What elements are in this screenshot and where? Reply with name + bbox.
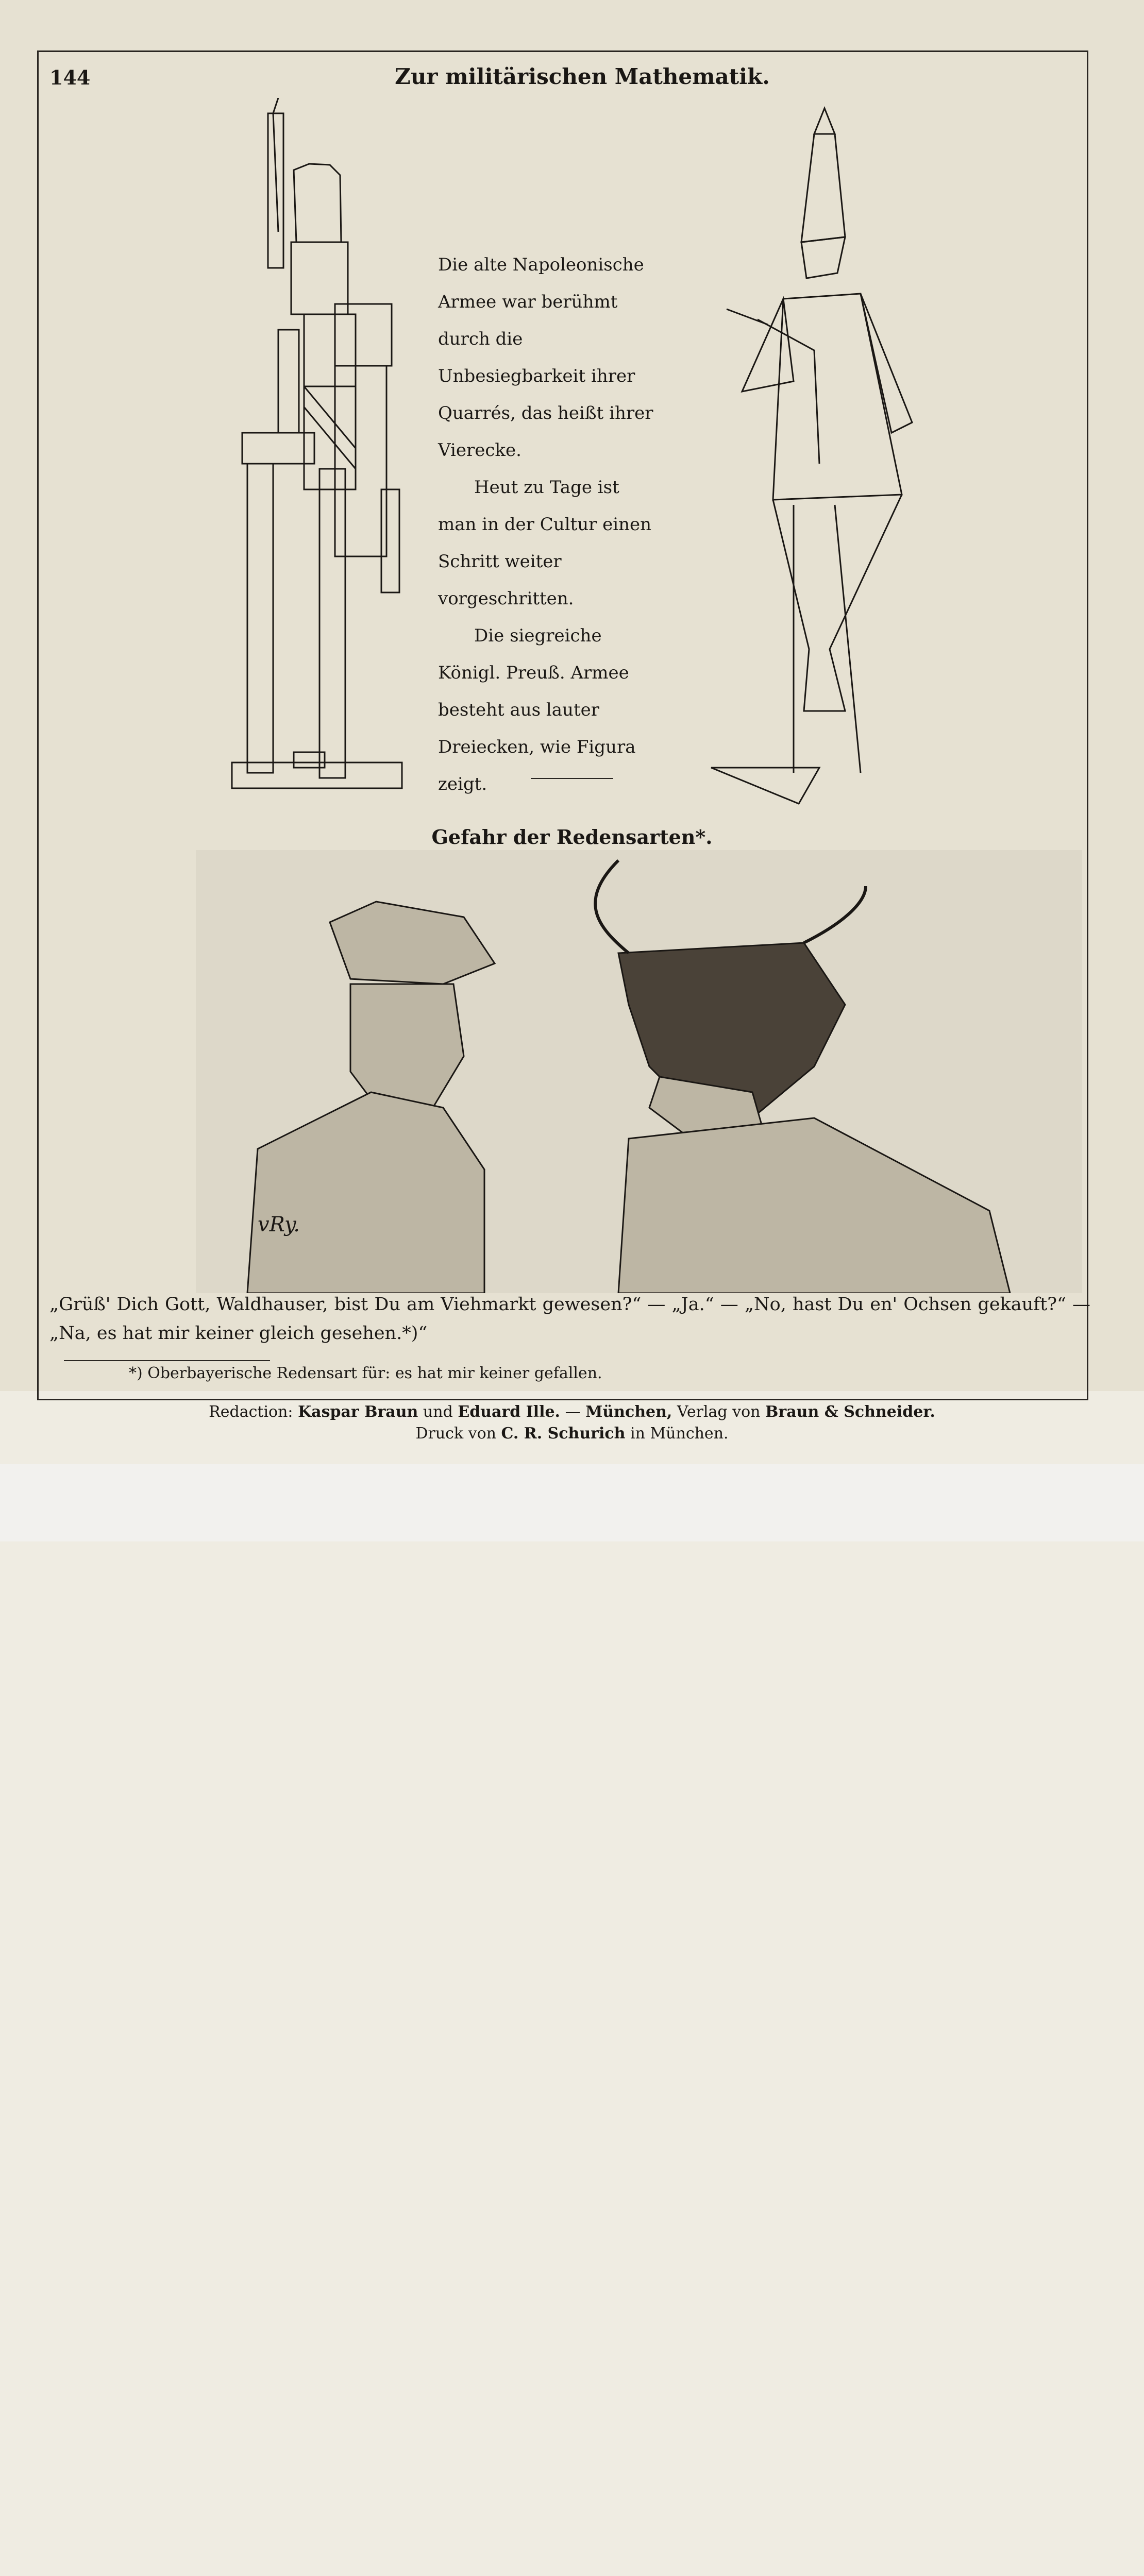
article-text (438, 246, 654, 803)
imprint-dash: — (565, 1403, 581, 1421)
cartoon-caption: „Grüß' Dich Gott, Waldhauser, bist Du am Viehmarkt gewesen?“ — „Ja.“ — „No, hast Du en' Ochsen gekauft?“ — „Na, es hat mir keiner gleich gesehen.*)“ (49, 1294, 1090, 1344)
editor-2: Eduard Ille. (458, 1403, 561, 1421)
and-word: und (423, 1403, 453, 1421)
imprint (103, 1401, 1041, 1445)
artist-signature: vRy. (258, 1213, 300, 1236)
digitization-footer (0, 1464, 1144, 1541)
article-title: Zur militärischen Mathematik. (395, 64, 770, 89)
imprint-line-1 (103, 1401, 1041, 1423)
page-number: 144 (49, 66, 91, 89)
paragraph-quarres: Die alte Napoleonische Armee war berühmt durch die Unbesiegbarkeit ihrer Quarrés, das heißt ihrer Vierecke. (438, 255, 653, 461)
imprint-line-2 (103, 1423, 1041, 1445)
druck-label: Druck von (415, 1425, 496, 1443)
publisher: Braun & Schneider. (765, 1403, 935, 1421)
editor-1: Kaspar Braun (298, 1403, 418, 1421)
section-divider (531, 778, 613, 779)
printer: C. R. Schurich (501, 1425, 626, 1443)
footnote: *) Oberbayerische Redensart für: es hat mir keiner gefallen. (129, 1364, 602, 1382)
square-soldier-illustration (227, 98, 412, 799)
verlag-label: Verlag von (677, 1403, 761, 1421)
city: München, (585, 1403, 672, 1421)
footnote-rule (64, 1360, 270, 1361)
cartoon-title: Gefahr der Redensarten*. (431, 825, 713, 849)
paragraph-prussian-army: Die siegreiche Königl. Preuß. Armee besteht aus lauter Dreiecken, wie Figura zeigt. (438, 625, 636, 794)
paragraph-culture: Heut zu Tage ist man in der Cultur einen Schritt weiter vorgeschritten. (438, 477, 652, 609)
triangle-officer-illustration (675, 103, 943, 809)
redaction-label: Redaction: (209, 1403, 293, 1421)
farmer-and-ox-cartoon (196, 850, 1082, 1293)
print-city: in München. (630, 1425, 729, 1443)
